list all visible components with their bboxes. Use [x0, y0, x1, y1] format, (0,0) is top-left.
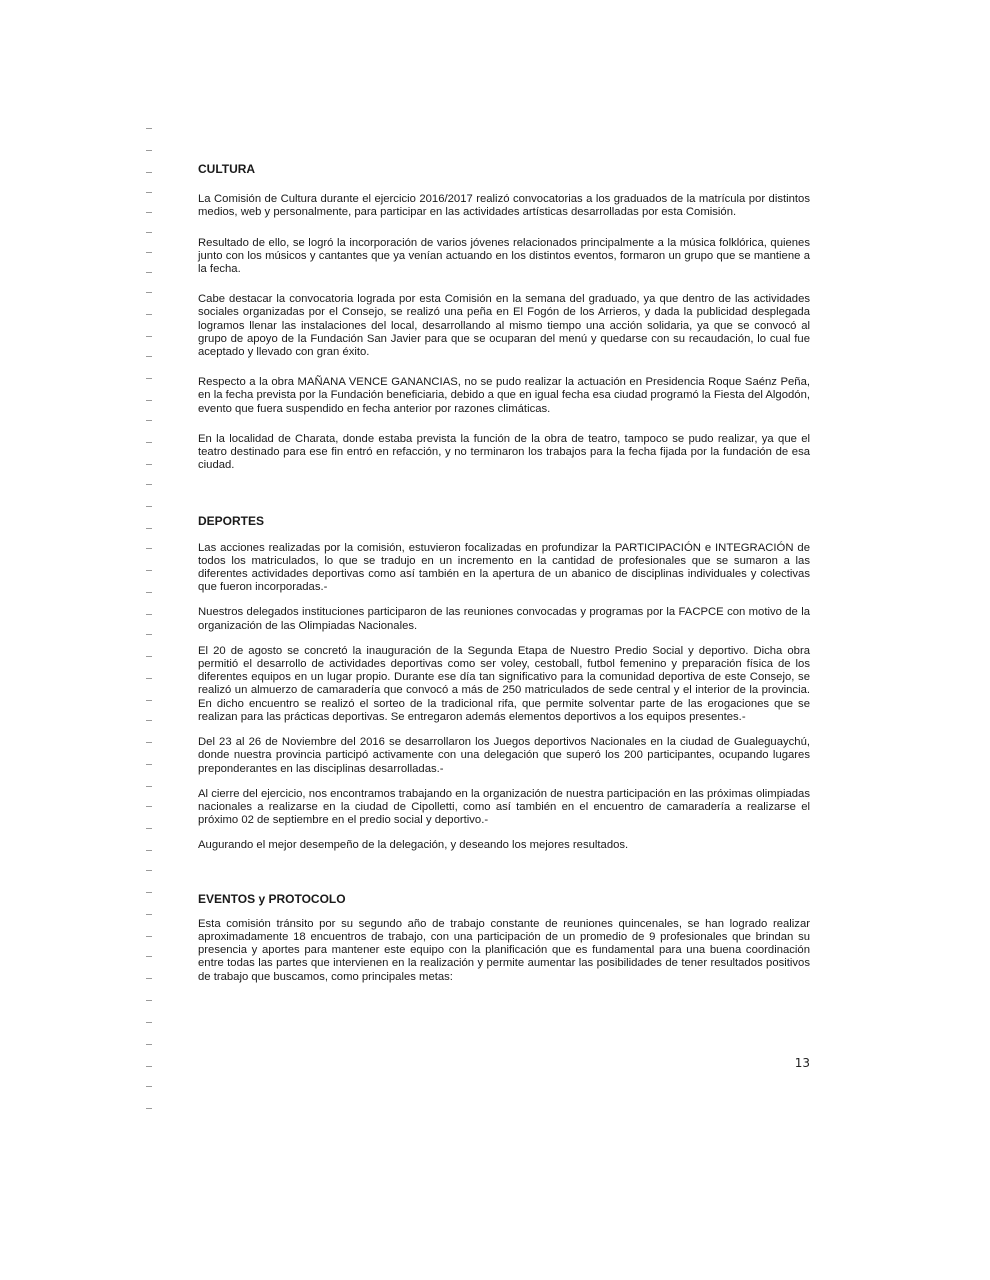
cultura-paragraph: En la localidad de Charata, donde estaba prevista la función de la obra de teatro, tampoco se pudo realizar, ya que el teatro destinado para ese fin entró en refacción, y no terminaron los trabajos para la fecha fijada por la fundación de esa ciudad.: [198, 432, 810, 472]
cultura-paragraph: Cabe destacar la convocatoria lograda por esta Comisión en la semana del graduado, ya que dentro de las actividades sociales organizadas por el Consejo, se realizó una peña en El Fogón de los Arrieros, y dada la publicidad desplegada logramos llenar las instalaciones del local, desarrollando al mismo tiempo una acción solidaria, ya que se convocó al grupo de apoyo de la Fundación San Javier para que se ocuparan del menú y quedarse con su recaudación, lo cual fue aceptado y llevado con gran éxito.: [198, 293, 810, 359]
cultura-paragraph: Resultado de ello, se logró la incorporación de varios jóvenes relacionados principalmente a la música folklórica, quienes junto con los músicos y cantantes que ya venían actuando en los distintos eventos, formaron un grupo que se mantiene a la fecha.: [198, 236, 810, 276]
deportes-paragraph: Nuestros delegados instituciones participaron de las reuniones convocadas y programas por la FACPCE con motivo de la organización de las Olimpiadas Nacionales.: [198, 606, 810, 632]
section-title-deportes: DEPORTES: [198, 514, 265, 529]
deportes-paragraph: Augurando el mejor desempeño de la delegación, y deseando los mejores resultados.: [198, 839, 629, 852]
deportes-paragraph: El 20 de agosto se concretó la inauguración de la Segunda Etapa de Nuestro Predio Social y deportivo. Dicha obra permitió el desarrollo de actividades deportivas como ser voley, cestoball, futbol femenino y preparación física de los diferentes equipos en un lugar propio. Durante ese día tan significativo para la comunidad deportiva de este Consejo, se realizó un almuerzo de camaradería que convocó a más de 250 matriculados de sede central y el interior de la provincia. En dicho encuentro se realizó el sorteo de la tradicional rifa, que permite solventar parte de las erogaciones que se realizan para las prácticas deportivas. Se entregaron además elementos deportivos a los equipos presentes.-: [198, 644, 810, 723]
section-title-cultura: CULTURA: [198, 162, 256, 176]
deportes-paragraph: Al cierre del ejercicio, nos encontramos trabajando en la organización de nuestra participación en las próximas olimpiadas nacionales a realizarse en la ciudad de Cipolletti, como así también en el encuentro de camaradería a realizarse el próximo 02 de septiembre en el predio social y deportivo.-: [198, 787, 810, 827]
margin-tick-marks: [146, 120, 156, 1120]
eventos-paragraph: Esta comisión tránsito por su segundo año de trabajo constante de reuniones quincenales, se han logrado realizar aproximadamente 18 encuentros de trabajo, con una participación de un promedio de 9 profesionales que brindan su presencia y aportes para mantener este equipo con la planificación que es fundamental para una buena coordinación entre todas las partes que intervienen en la realización y permite aumentar las posibilidades de tener resultados positivos de trabajo que buscamos, como principales metas:: [198, 917, 810, 983]
document-body: [198, 163, 810, 984]
deportes-paragraph: Del 23 al 26 de Noviembre del 2016 se desarrollaron los Juegos deportivos Nacionales en la ciudad de Gualeguaychú, donde nuestra provincia participó activamente con una delegación que superó los 200 participantes, ocupando lugares preponderantes en las disciplinas desarrolladas.-: [198, 736, 810, 775]
deportes-paragraph: Las acciones realizadas por la comisión, estuvieron focalizadas en profundizar la PARTICIPACIÓN e INTEGRACIÓN de todos los matriculados, lo que se tradujo en un incremento en la cantidad de profesionales que se sumaron a las diferentes actividades deportivas como así también en la apertura de un abanico de disciplinas individuales y colectivas que fueron incorporadas.-: [198, 541, 810, 594]
cultura-paragraph: La Comisión de Cultura durante el ejercicio 2016/2017 realizó convocatorias a los graduados de la matrícula por distintos medios, web y personalmente, para participar en las actividades artísticas desarrolladas por esta Comisión.: [198, 193, 810, 219]
page-number: 13: [794, 1056, 810, 1070]
cultura-paragraph: Respecto a la obra MAÑANA VENCE GANANCIAS, no se pudo realizar la actuación en Presidencia Roque Saénz Peña, en la fecha prevista por la Fundación beneficiaria, debido a que en igual fecha esa ciudad programó la Fiesta del Algodón, evento que fuera suspendido en fecha anterior por razones climáticas.: [198, 376, 810, 415]
section-title-eventos: EVENTOS y PROTOCOLO: [198, 891, 346, 906]
